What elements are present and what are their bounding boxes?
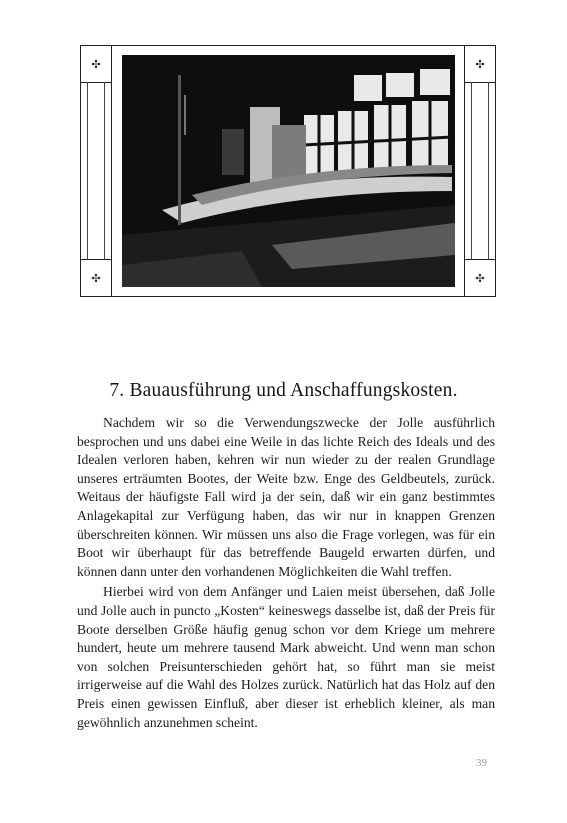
paragraph: Hierbei wird von dem Anfänger und Laien meist übersehen, daß Jolle und Jolle auch in puncto „Kosten“ keineswegs dasselbe ist, daß der Preis für Boote derselben Größe häufig genug schon vor dem Kriege um mehrere hundert, heute um mehrere tausend Mark abweicht. Und wenn man schon von solchen Preisunterschieden gehört hat, so führt man sie meist irrigerweise auf die Wahl des Holzes zurück. Natürlich hat das Holz auf den Preis einen gewissen Einfluß, aber dieser ist erheblich kleiner, als man gewöhnlich anzunehmen scheint. (77, 584, 495, 730)
ornament-icon: ✣ (81, 259, 111, 296)
ornament-icon: ✣ (81, 46, 111, 83)
frame-left-column (81, 46, 112, 296)
page-number: 39 (476, 757, 487, 769)
frame-right-column (464, 46, 495, 296)
workshop-photo (122, 55, 455, 287)
body-text (77, 414, 495, 734)
chapter-heading: 7. Bauausführung und Anschaffungskosten. (109, 380, 458, 401)
ornament-icon: ✣ (465, 46, 495, 83)
photo-frame (80, 45, 496, 297)
workshop-photo-icon (122, 55, 455, 287)
ornament-icon: ✣ (465, 259, 495, 296)
frame-rail (87, 82, 105, 260)
paragraph: Nachdem wir so die Verwendungszwecke der Jolle ausführlich besprochen und uns dabei eine Weile in das lichte Reich des Ideals und des Idealen verloren haben, kehren wir nun wieder zu der realen Grundlage unseres erträumten Bootes, der Weite bzw. Enge des Geldbeutels, zurück. Weitaus der häufigste Fall wird ja der sein, daß wir ein ganz bestimmtes Anlagekapital zur Verfügung haben, das wir nur in knappen Grenzen überschreiten können. Wir müssen uns also die Frage vorlegen, was für ein Boot wir überhaupt für das betreffende Baugeld erwarten dürfen, und können dann unter den vorhandenen Möglichkeiten die Wahl treffen. (77, 415, 495, 579)
frame-rail (471, 82, 489, 260)
